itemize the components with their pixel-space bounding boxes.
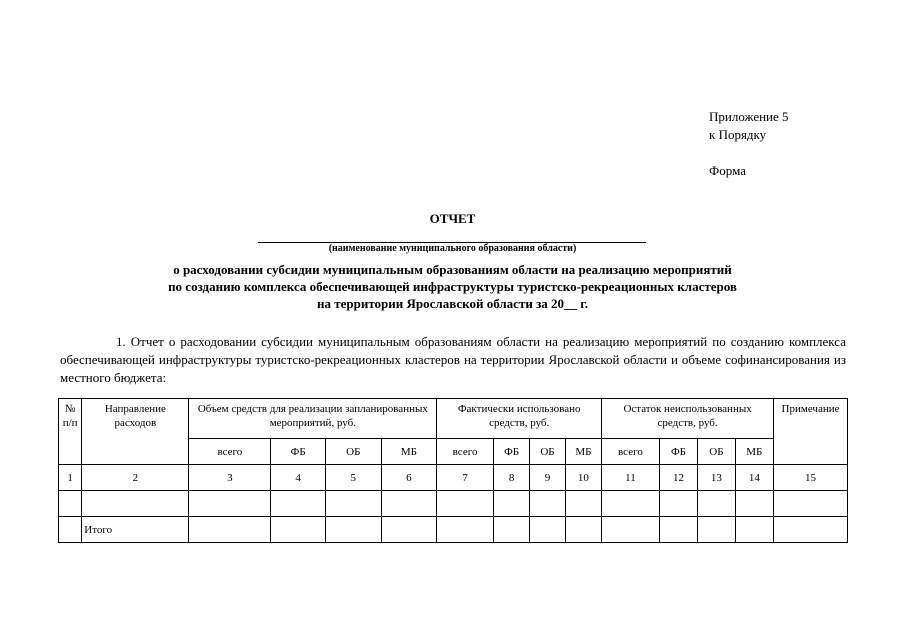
table-cell <box>189 517 271 543</box>
header-planned: Объем средств для реализации запланированных мероприятий, руб. <box>189 399 437 439</box>
header-note: Примечание <box>774 399 848 465</box>
total-label: Итого <box>82 517 189 543</box>
table-cell <box>437 491 494 517</box>
column-number: 7 <box>437 465 494 491</box>
table-cell <box>659 491 697 517</box>
table-cell <box>271 491 326 517</box>
table-header-row <box>59 399 848 439</box>
header-actual: Фактически использовано средств, руб. <box>437 399 602 439</box>
column-number: 5 <box>325 465 381 491</box>
table-cell <box>774 491 848 517</box>
subheader-cell: МБ <box>735 439 773 465</box>
column-number: 12 <box>659 465 697 491</box>
column-number: 4 <box>271 465 326 491</box>
header-remaining: Остаток неиспользованных средств, руб. <box>602 399 774 439</box>
subheader-cell: всего <box>602 439 660 465</box>
table-cell <box>735 517 773 543</box>
column-number: 1 <box>59 465 82 491</box>
subheader-cell: ОБ <box>530 439 565 465</box>
column-number: 13 <box>698 465 735 491</box>
expenditure-table <box>58 398 848 543</box>
subtitle-line: о расходовании субсидии муниципальным образованиям области на реализацию мероприятий <box>173 262 732 277</box>
column-number-row <box>59 465 848 491</box>
column-number: 10 <box>565 465 601 491</box>
column-number: 3 <box>189 465 271 491</box>
table-cell <box>437 517 494 543</box>
form-label: Форма <box>709 163 746 178</box>
column-number: 6 <box>381 465 437 491</box>
subheader-cell: ФБ <box>271 439 326 465</box>
subheader-cell: ОБ <box>698 439 735 465</box>
table-cell <box>698 517 735 543</box>
table-row <box>59 491 848 517</box>
column-number: 8 <box>493 465 529 491</box>
column-number: 15 <box>774 465 848 491</box>
subheader-cell: всего <box>437 439 494 465</box>
total-row <box>59 517 848 543</box>
appendix-number: Приложение 5 <box>709 109 789 124</box>
table-cell <box>493 491 529 517</box>
table-cell <box>381 491 437 517</box>
column-number: 14 <box>735 465 773 491</box>
municipality-caption: (наименование муниципального образования области) <box>328 243 577 254</box>
table-cell <box>774 517 848 543</box>
table-cell <box>659 517 697 543</box>
table-cell <box>381 517 437 543</box>
subheader-cell: МБ <box>565 439 601 465</box>
table-cell <box>735 491 773 517</box>
subheader-cell: МБ <box>381 439 437 465</box>
table-cell <box>189 491 271 517</box>
appendix-block <box>709 108 789 180</box>
table-cell <box>493 517 529 543</box>
column-number: 11 <box>602 465 660 491</box>
header-direction: Направление расходов <box>82 399 189 465</box>
table-cell <box>325 491 381 517</box>
table-cell <box>565 517 601 543</box>
table-cell <box>59 517 82 543</box>
appendix-order-ref: к Порядку <box>709 127 767 142</box>
table-cell <box>82 491 189 517</box>
header-num: № п/п <box>59 399 82 465</box>
subheader-cell: всего <box>189 439 271 465</box>
subtitle-line: на территории Ярославской области за 20__ г. <box>317 296 588 311</box>
table-cell <box>530 491 565 517</box>
table-cell <box>698 491 735 517</box>
table-cell <box>325 517 381 543</box>
column-number: 2 <box>82 465 189 491</box>
table-cell <box>530 517 565 543</box>
subheader-cell: ФБ <box>493 439 529 465</box>
table-cell <box>59 491 82 517</box>
subheader-cell: ФБ <box>659 439 697 465</box>
subheader-cell: ОБ <box>325 439 381 465</box>
table-cell <box>602 517 660 543</box>
intro-paragraph: 1. Отчет о расходовании субсидии муниципальным образованиям области на реализацию мероприятий по созданию комплекса обеспечивающей инфраструктуры туристско-рекреационных кластеров на территории Ярославской области и объеме софинансирования из местного бюджета: <box>60 334 846 385</box>
report-subtitle <box>0 261 905 312</box>
column-number: 9 <box>530 465 565 491</box>
report-title: ОТЧЕТ <box>429 211 476 226</box>
table-cell <box>565 491 601 517</box>
table-cell <box>602 491 660 517</box>
subtitle-line: по созданию комплекса обеспечивающей инфраструктуры туристско-рекреационных кластеров <box>168 279 737 294</box>
table-cell <box>271 517 326 543</box>
